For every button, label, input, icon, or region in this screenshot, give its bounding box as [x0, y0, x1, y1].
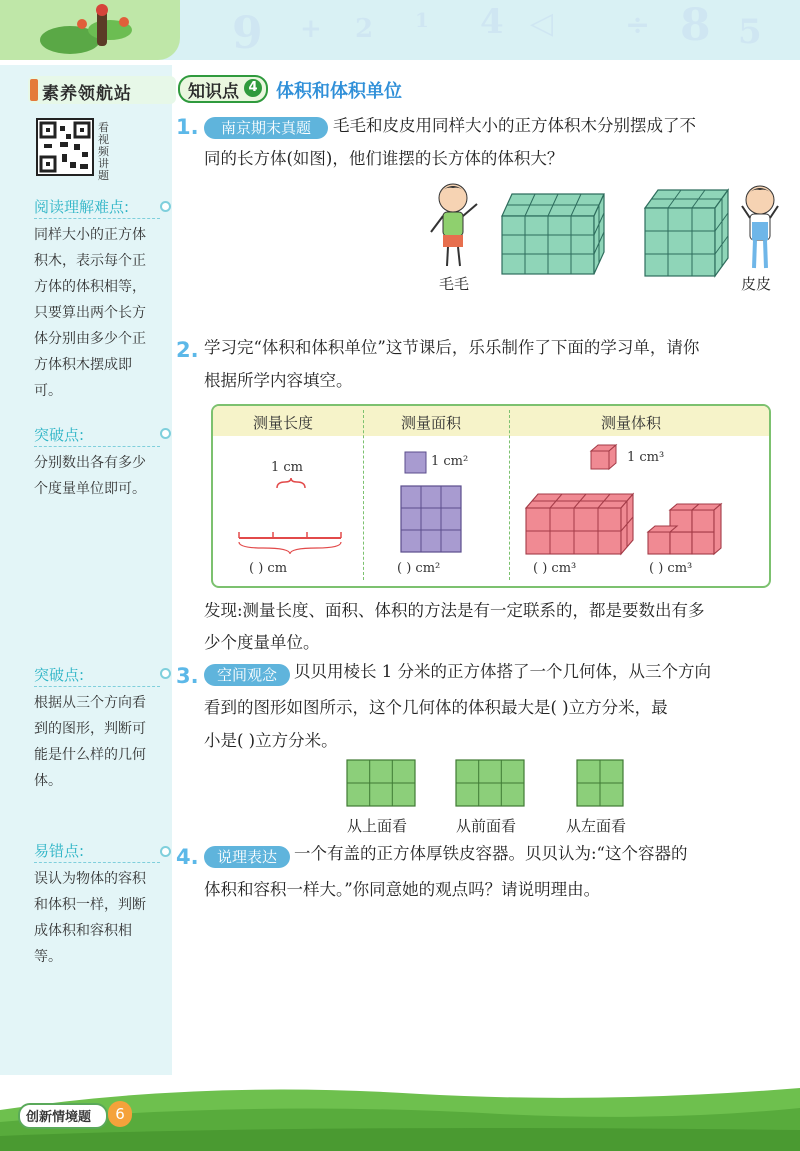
- answer-blank[interactable]: ( ) cm²: [397, 561, 441, 576]
- sidebar-note: 分别数出各有多少个度量单位即可。: [34, 455, 146, 497]
- qr-code-icon: [38, 120, 92, 174]
- view-top-figure: [345, 758, 417, 810]
- finding-text: 少个度量单位。: [204, 633, 320, 652]
- unit-label: 1 cm: [271, 460, 304, 475]
- question-text: 学习完“体积和体积单位”这节课后，乐乐制作了下面的学习单，请你: [204, 338, 700, 357]
- answer-blank[interactable]: ( ) cm: [249, 561, 288, 576]
- figure-caption: 毛毛: [439, 275, 470, 293]
- question-text: 体积和容积一样大。”你同意她的观点吗？请说明理由。: [204, 880, 601, 899]
- question-text: 贝贝用棱长 1 分米的正方体搭了一个几何体，从三个方向: [294, 662, 711, 681]
- figure-caption: 从前面看: [456, 817, 517, 835]
- unit-square: [403, 450, 429, 476]
- question-text[interactable]: 看到的图形如图所示，这个几何体的体积最大是( )立方分米，最: [204, 698, 668, 717]
- question-tag: 空间观念: [204, 664, 290, 686]
- sidebar-heading: 阅读理解难点:: [34, 198, 130, 216]
- question-text: 根据所学内容填空。: [204, 371, 353, 390]
- question-number: 2.: [176, 338, 199, 362]
- header-digit: 4: [480, 2, 504, 42]
- header-digit: 8: [680, 0, 711, 51]
- page-number: 6: [108, 1101, 132, 1127]
- header-digit: +: [300, 14, 322, 44]
- boy-maomao-icon: [425, 180, 485, 272]
- brand-bar-icon: [30, 79, 38, 101]
- column-header: 测量长度: [253, 414, 314, 432]
- sidebar-note: 同样大小的正方体积木，表示每个正方体的体积相等，只要算出两个长方体分别由多少个正方体积木摆成即可。: [34, 227, 146, 399]
- topic-label: 知识点: [188, 82, 239, 102]
- boy-pipi-icon: [738, 182, 782, 272]
- brand-label: 素养领航站: [42, 84, 132, 104]
- view-left-figure: [575, 758, 627, 810]
- cuboid-maomao: [496, 188, 608, 278]
- footer-label: 创新情境题: [26, 1110, 92, 1125]
- study-sheet: [211, 404, 771, 588]
- answer-blank[interactable]: ( ) cm³: [533, 561, 577, 576]
- finding-text: 发现:测量长度、面积、体积的方法是有一定联系的，都是要数出有多: [204, 601, 705, 620]
- header-digit: ÷: [625, 8, 651, 43]
- header-digit: 2: [355, 14, 374, 44]
- connector-dot-icon: [160, 668, 171, 679]
- sidebar-heading: 突破点:: [34, 426, 85, 444]
- ruler-figure: [233, 476, 353, 556]
- figure-caption: 从上面看: [347, 817, 408, 835]
- topic-title: 体积和体积单位: [276, 81, 402, 102]
- question-number: 1.: [176, 115, 199, 139]
- divider: [34, 446, 160, 447]
- topic-number: 4: [244, 79, 262, 97]
- connector-dot-icon: [160, 201, 171, 212]
- answer-blank[interactable]: ( ) cm³: [649, 561, 693, 576]
- unit-label: 1 cm²: [431, 454, 469, 469]
- qr-label: 看视频讲题: [98, 121, 109, 182]
- unit-cube: [588, 442, 620, 474]
- volume-cuboid: [523, 488, 639, 558]
- sidebar-note: 根据从三个方向看到的图形，判断可能是什么样的几何体。: [34, 695, 146, 789]
- column-header: 测量面积: [401, 414, 462, 432]
- question-text[interactable]: 小是( )立方分米。: [204, 731, 338, 750]
- figure-caption: 从左面看: [566, 817, 627, 835]
- divider: [34, 218, 160, 219]
- header-decoration: [0, 0, 180, 60]
- cuboid-pipi: [640, 186, 735, 280]
- sidebar-heading: 突破点:: [34, 666, 85, 684]
- question-text: 同的长方体(如图)，他们谁摆的长方体的体积大？: [204, 149, 564, 168]
- question-text: 一个有盖的正方体厚铁皮容器。贝贝认为:“这个容器的: [294, 844, 688, 863]
- divider: [34, 862, 160, 863]
- column-header: 测量体积: [601, 414, 662, 432]
- question-number: 3.: [176, 664, 199, 688]
- column-divider: [363, 410, 364, 580]
- plant-illustration-icon: [0, 0, 180, 60]
- connector-dot-icon: [160, 428, 171, 439]
- header-digit: ◁: [530, 6, 554, 41]
- header-digit: 5: [738, 12, 762, 52]
- question-number: 4.: [176, 845, 199, 869]
- question-text: 毛毛和皮皮用同样大小的正方体积木分别摆成了不: [333, 116, 696, 135]
- header-digit: 1: [415, 8, 429, 32]
- qr-code[interactable]: [36, 118, 94, 176]
- question-tag: 南京期末真题: [204, 117, 328, 139]
- sidebar-brand: [28, 76, 176, 104]
- area-grid: [399, 484, 463, 556]
- figure-caption: 皮皮: [741, 275, 772, 293]
- connector-dot-icon: [160, 846, 171, 857]
- unit-label: 1 cm³: [627, 450, 665, 465]
- column-divider: [509, 410, 510, 580]
- sidebar-note: 误认为物体的容积和体积一样，判断成体积和容积相等。: [34, 871, 146, 965]
- volume-steps: [645, 490, 741, 558]
- divider: [34, 686, 160, 687]
- view-front-figure: [454, 758, 526, 810]
- header-digit: 9: [232, 8, 263, 59]
- sidebar-heading: 易错点:: [34, 842, 85, 860]
- question-tag: 说理表达: [204, 846, 290, 868]
